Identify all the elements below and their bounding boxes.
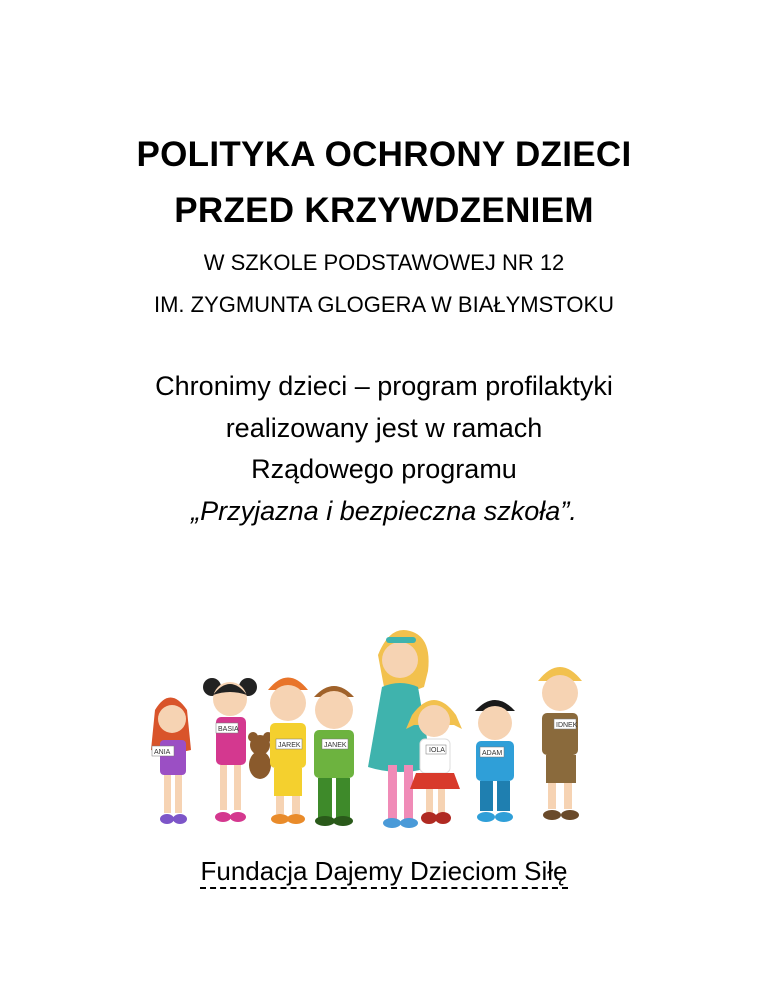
program-name: „Przyjazna i bezpieczna szkoła”. [191,496,577,526]
body-line-2: realizowany jest w ramach [225,413,543,443]
subtitle-line-1: W SZKOLE PODSTAWOWEJ NR 12 [203,250,565,275]
foundation-link[interactable]: Fundacja Dajemy Dzieciom Siłę [200,856,567,889]
tag-basia: BASIA [218,726,239,733]
body-line-1: Chronimy dzieci – program profilaktyki [155,371,613,401]
body-line-3: Rządowego programu [251,454,517,484]
tag-adam: ADAM [482,750,503,757]
child-ania [151,698,191,825]
child-idnek [538,667,582,820]
tag-janek: JANEK [324,742,347,749]
tag-iola: IOLA [429,747,445,754]
title-line-1: POLITYKA OCHRONY DZIECI [136,135,632,174]
children-illustration [150,615,610,840]
teddy-bear-figure [248,732,273,779]
child-adam [475,700,515,822]
child-jarek [268,678,308,825]
child-basia [203,678,257,822]
tag-ania: ANIA [154,749,171,756]
child-janek [314,686,354,826]
tag-jarek: JAREK [278,742,301,749]
subtitle-line-2: IM. ZYGMUNTA GLOGERA W BIAŁYMSTOKU [153,292,615,317]
footer [0,856,768,887]
title-line-2: PRZED KRZYWDZENIEM [174,191,594,230]
tag-idnek: IDNEK [556,722,578,729]
